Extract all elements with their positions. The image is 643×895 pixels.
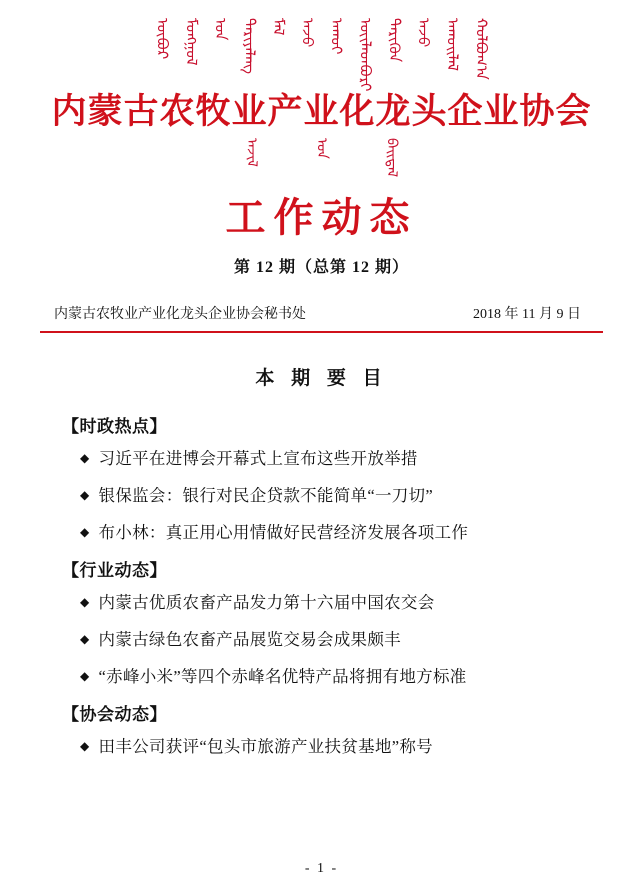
contents-title: 本 期 要 目 — [255, 368, 388, 390]
list-item[interactable] — [80, 519, 603, 543]
list-item-label: 内蒙古绿色农畜产品展览交易会成果颇丰 — [98, 630, 401, 650]
list-item[interactable] — [80, 589, 603, 613]
mongolian-word: ᠪᠠᠢᠳᠠᠯ — [383, 138, 400, 178]
mongolian-word: ᠬᠣᠯᠪᠣᠭ᠎ᠠ — [472, 18, 491, 80]
mongolian-word: ᠠᠵᠤ — [298, 18, 317, 48]
diamond-bullet-icon: ◆ — [80, 739, 90, 754]
document-meta — [40, 303, 603, 329]
diamond-bullet-icon: ◆ — [80, 525, 90, 540]
mongolian-word: ᠤᠨ — [211, 18, 230, 41]
mongolian-word: ᠦᠪᠦᠷ — [153, 18, 172, 60]
diamond-bullet-icon: ◆ — [80, 488, 90, 503]
list-item-label: 内蒙古优质农畜产品发力第十六届中国农交会 — [98, 593, 435, 613]
mongolian-word: ᠲᠠᠷᠢᠶᠠᠯᠠᠩ — [240, 18, 259, 74]
organization-title: 内蒙古农牧业产业化龙头企业协会 — [51, 92, 592, 131]
list-item-label: “赤峰小米”等四个赤峰名优特产品将拥有地方标准 — [98, 667, 467, 687]
mongolian-word: ᠠᠵᠤ — [414, 18, 433, 48]
contents-section — [40, 556, 603, 687]
issuer-name: 内蒙古农牧业产业化龙头企业协会秘书处 — [54, 307, 306, 323]
list-item[interactable] — [80, 482, 603, 506]
mongolian-word: ᠠᠬᠤᠢ — [327, 18, 346, 55]
page-number: - 1 - — [304, 861, 339, 876]
list-item-label: 习近平在进博会开幕式上宣布这些开放举措 — [98, 449, 418, 469]
mongolian-word: ᠮᠣᠩᠭᠣᠯ — [182, 18, 201, 66]
list-item-label: 田丰公司获评“包头市旅游产业扶贫基地”称号 — [98, 737, 433, 757]
mongolian-header-line-1 — [40, 18, 603, 90]
diamond-bullet-icon: ◆ — [80, 632, 90, 647]
list-item[interactable] — [80, 733, 603, 757]
diamond-bullet-icon: ◆ — [80, 669, 90, 684]
contents-section — [40, 412, 603, 543]
list-item-label: 银保监会：银行对民企贷款不能简单“一刀切” — [98, 486, 433, 506]
list-item[interactable] — [80, 626, 603, 650]
section-heading: 【行业动态】 — [62, 561, 167, 581]
bulletin-title: 工作动态 — [225, 195, 418, 241]
list-item[interactable] — [80, 663, 603, 687]
issue-number: 第 12 期（总第 12 期） — [233, 259, 409, 277]
publish-date: 2018 年 11 月 9 日 — [473, 307, 581, 323]
mongolian-word: ᠦᠢᠯᠡᠳᠪᠦᠷᠢ — [356, 18, 375, 92]
mongolian-header-line-2 — [40, 138, 603, 190]
mongolian-word: ᠠᠬᠤᠢᠯᠠᠯ — [443, 18, 462, 71]
mongolian-word: ᠮᠠᠯ — [269, 18, 288, 36]
diamond-bullet-icon: ◆ — [80, 451, 90, 466]
list-item[interactable] — [80, 445, 603, 469]
mongolian-word: ᠤᠨ — [313, 138, 330, 160]
contents-section — [40, 700, 603, 757]
mongolian-word: ᠲᠡᠷᠢᠭᠦᠨ — [385, 18, 404, 63]
section-heading: 【协会动态】 — [62, 705, 167, 725]
red-divider — [40, 331, 603, 333]
section-heading: 【时政热点】 — [62, 417, 167, 437]
mongolian-word: ᠠᠵᠢᠯ — [243, 138, 260, 168]
list-item-label: 布小林：真正用心用情做好民营经济发展各项工作 — [98, 523, 469, 543]
diamond-bullet-icon: ◆ — [80, 595, 90, 610]
